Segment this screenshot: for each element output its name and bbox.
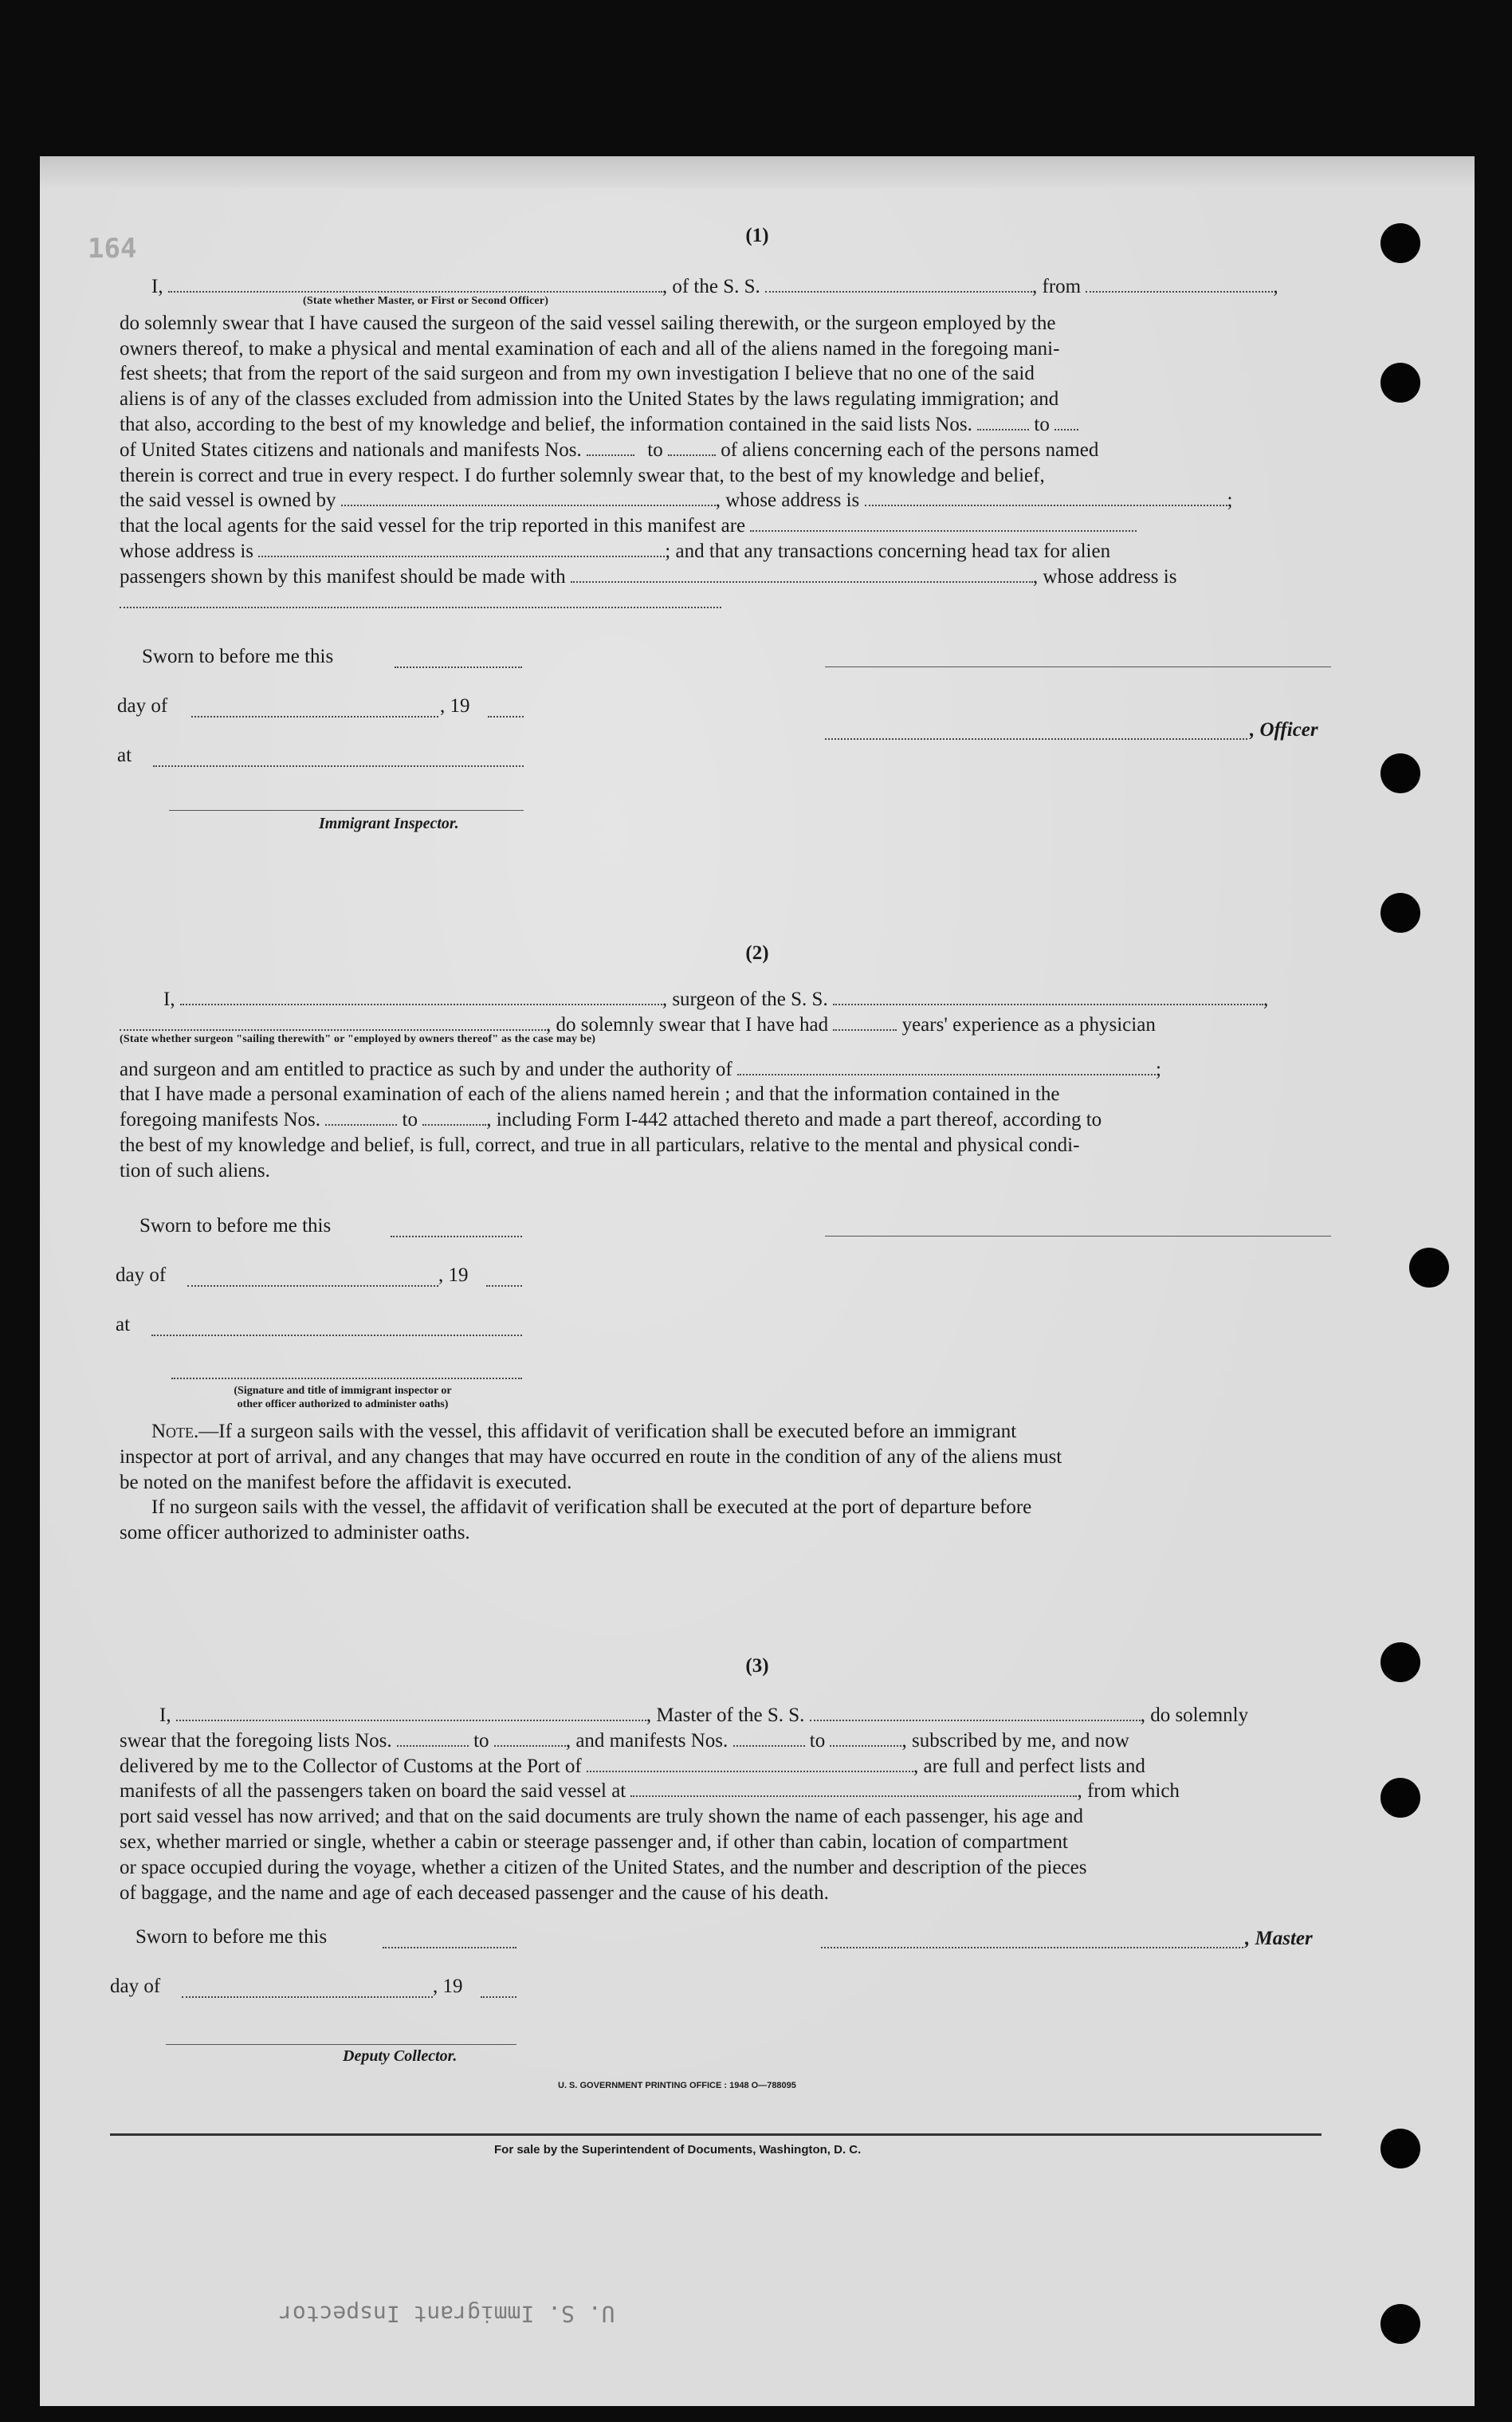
port-field[interactable] bbox=[587, 1756, 913, 1772]
text: foregoing manifests Nos. bbox=[120, 1109, 321, 1131]
owner-field[interactable] bbox=[341, 490, 716, 506]
section-1-text: aliens is of any of the classes excluded from admission into the United States by the laws regulating immigration; and bbox=[120, 388, 1059, 411]
section-3-line-3 bbox=[120, 1754, 1411, 1779]
section-3-day-of: day of bbox=[110, 1976, 161, 1997]
section-1-at: at bbox=[117, 745, 132, 766]
text: delivered by me to the Collector of Customs at the Port of bbox=[120, 1755, 582, 1777]
text: to bbox=[402, 1109, 418, 1131]
inspector-stamp: U. S. Immigrant Inspector bbox=[279, 2301, 615, 2327]
text: and surgeon and am entitled to practice as such by and under the authority of bbox=[120, 1058, 732, 1080]
note-line: be noted on the manifest before the affidavit is executed. bbox=[120, 1471, 572, 1493]
surgeon-note bbox=[120, 1419, 1411, 1546]
footer-rule bbox=[110, 2133, 1322, 2136]
agent-address-field[interactable] bbox=[258, 541, 665, 557]
section-3-year: , 19 bbox=[433, 1976, 463, 1997]
section-1-body bbox=[120, 274, 1411, 615]
binder-hole bbox=[1380, 893, 1420, 933]
text: —If a surgeon sails with the vessel, this affidavit of verification shall be executed before an immigrant bbox=[198, 1421, 1017, 1442]
binder-hole bbox=[1380, 223, 1420, 263]
section-2-text: tion of such aliens. bbox=[120, 1159, 270, 1182]
section-1-text: do solemnly swear that I have caused the surgeon of the said vessel sailing therewith, or the surgeon employed by the bbox=[120, 312, 1056, 334]
page-top-shadow bbox=[40, 156, 1475, 188]
rank-note: (State whether Master, or First or Second Officer) bbox=[303, 294, 549, 307]
binder-hole bbox=[1380, 1642, 1420, 1682]
text: of aliens concerning each of the persons named bbox=[721, 438, 1099, 461]
section-1-line-1: I, , of the S. S. , from , bbox=[151, 276, 1278, 297]
text: to bbox=[647, 438, 663, 461]
section-2-line-5 bbox=[120, 1107, 1411, 1133]
text: , including Form I-442 attached thereto and made a part thereof, according to bbox=[486, 1109, 1102, 1131]
text: the said vessel is owned by bbox=[120, 490, 336, 512]
section-1-officer-field[interactable] bbox=[825, 738, 1247, 740]
text: years' experience as a physician bbox=[901, 1013, 1156, 1036]
deputy-collector-label: Deputy Collector. bbox=[343, 2047, 458, 2065]
section-1-line-manifests bbox=[120, 438, 1411, 463]
note-line bbox=[120, 1495, 1411, 1520]
section-2-sworn-date-field[interactable] bbox=[391, 1236, 522, 1237]
text: I, bbox=[151, 276, 163, 297]
section-3-text: of baggage, and the name and age of each deceased passenger and the cause of his death. bbox=[120, 1881, 829, 1904]
section-1-signature-line[interactable] bbox=[825, 666, 1331, 667]
master-vessel-field[interactable] bbox=[810, 1705, 1141, 1721]
section-1-at-field[interactable] bbox=[153, 765, 524, 767]
text: that the local agents for the said vessel for the trip reported in this manifest are bbox=[120, 515, 746, 537]
section-1-line-agent-address bbox=[120, 539, 1411, 564]
lists-from-field[interactable] bbox=[977, 415, 1029, 431]
binder-hole bbox=[1380, 2304, 1420, 2344]
manifest-nos-from-field[interactable] bbox=[733, 1731, 805, 1747]
text: , do solemnly swear that I have had bbox=[546, 1013, 829, 1036]
section-3-sworn: Sworn to before me this bbox=[135, 1926, 328, 1948]
section-1-text: therein is correct and true in every respect. I do further solemnly swear that, to the best of my knowledge and belief, bbox=[120, 464, 1045, 486]
section-2-inspector-signature-field[interactable] bbox=[171, 1378, 522, 1379]
vessel-name-field[interactable] bbox=[765, 277, 1032, 293]
section-1-sworn: Sworn to before me this bbox=[142, 646, 334, 667]
text: manifests of all the passengers taken on board the said vessel at bbox=[120, 1780, 626, 1803]
section-2-text: the best of my knowledge and belief, is full, correct, and true in all particulars, relative to the mental and physical condi- bbox=[120, 1134, 1080, 1156]
section-2-line-1: I, , surgeon of the S. S. , bbox=[163, 989, 1269, 1010]
gpo-imprint: U. S. GOVERNMENT PRINTING OFFICE : 1948 O—788095 bbox=[558, 2081, 796, 2090]
binder-hole bbox=[1380, 2129, 1420, 2168]
section-1-year: , 19 bbox=[440, 695, 470, 717]
text: If no surgeon sails with the vessel, the affidavit of verification shall be executed at the port of departure before bbox=[151, 1496, 1032, 1519]
text: whose address is bbox=[120, 540, 254, 562]
section-2-day-of: day of bbox=[116, 1264, 167, 1286]
binder-hole bbox=[1380, 753, 1420, 793]
section-3-year-field[interactable] bbox=[481, 1996, 516, 1998]
note-line: some officer authorized to administer oaths. bbox=[120, 1522, 470, 1544]
text: , from bbox=[1032, 276, 1082, 297]
section-3-line-1 bbox=[120, 1703, 1411, 1728]
text: , from which bbox=[1077, 1780, 1180, 1803]
lists-to-field[interactable] bbox=[1054, 415, 1078, 431]
text: to bbox=[809, 1729, 826, 1752]
section-2-at-field[interactable] bbox=[151, 1335, 522, 1336]
form-page bbox=[40, 156, 1475, 2406]
manifest-nos-to-field[interactable] bbox=[830, 1731, 901, 1747]
years-experience-field[interactable] bbox=[833, 1015, 897, 1031]
manifests-to-field[interactable] bbox=[668, 440, 716, 456]
section-1-text: owners thereof, to make a physical and mental examination of each and all of the aliens named in the foregoing mani- bbox=[120, 337, 1060, 360]
authority-field[interactable] bbox=[737, 1060, 1156, 1075]
binder-hole bbox=[1409, 1248, 1449, 1288]
note-line: inspector at port of arrival, and any changes that may have occurred en route in the condition of any of the aliens must bbox=[120, 1445, 1062, 1468]
note-line bbox=[120, 1419, 1411, 1445]
section-3-text: port said vessel has now arrived; and that on the said documents are truly shown the name of each passenger, his age and bbox=[120, 1806, 1084, 1828]
section-1-line-head-tax bbox=[120, 564, 1411, 590]
text: , of the S. S. bbox=[662, 276, 760, 297]
master-signature-field[interactable] bbox=[821, 1947, 1243, 1948]
surgeon-manifests-from-field[interactable] bbox=[325, 1110, 397, 1126]
text: , and manifests Nos. bbox=[565, 1729, 729, 1752]
master-name-field[interactable] bbox=[176, 1705, 646, 1721]
text: ; and that any transactions concerning head tax for alien bbox=[665, 540, 1111, 562]
section-2-day-field[interactable] bbox=[187, 1285, 438, 1287]
text: I, bbox=[159, 1704, 171, 1726]
head-tax-address-field[interactable] bbox=[120, 592, 721, 608]
master-label: , Master bbox=[1245, 1928, 1313, 1949]
section-3-text: or space occupied during the voyage, whether a citizen of the United States, and the number and description of the pieces bbox=[120, 1856, 1087, 1878]
section-2-at: at bbox=[116, 1314, 131, 1335]
section-2-signature-line[interactable] bbox=[825, 1236, 1331, 1237]
surgeon-manifests-to-field[interactable] bbox=[422, 1110, 486, 1126]
deputy-collector-signature-line[interactable] bbox=[166, 2044, 516, 2045]
text: of United States citizens and nationals and manifests Nos. bbox=[120, 438, 582, 461]
section-3-line-4 bbox=[120, 1779, 1411, 1804]
surgeon-name-field[interactable] bbox=[180, 989, 662, 1005]
lists-nos-from-field[interactable] bbox=[397, 1731, 469, 1747]
text: swear that the foregoing lists Nos. bbox=[120, 1729, 392, 1752]
section-2-year: , 19 bbox=[438, 1264, 469, 1286]
boarding-port-field[interactable] bbox=[630, 1781, 1077, 1797]
from-field[interactable] bbox=[1086, 277, 1273, 293]
section-1-line-last bbox=[120, 590, 1411, 615]
section-1-year-field[interactable] bbox=[488, 716, 524, 718]
section-1-officer-label: , Officer bbox=[1250, 719, 1318, 741]
text: , subscribed by me, and now bbox=[901, 1729, 1129, 1752]
section-1-day-of: day of bbox=[117, 695, 168, 717]
text: passengers shown by this manifest should be made with bbox=[120, 565, 566, 588]
head-tax-contact-field[interactable] bbox=[571, 567, 1033, 583]
text: , surgeon of the S. S. bbox=[662, 989, 828, 1010]
sale-notice: For sale by the Superintendent of Documents, Washington, D. C. bbox=[494, 2143, 862, 2157]
caption-line: other officer authorized to administer oaths) bbox=[237, 1398, 449, 1410]
text: to bbox=[1034, 413, 1050, 435]
section-2-text: that I have made a personal examination of each of the aliens named herein ; and that the information contained in the bbox=[120, 1083, 1060, 1106]
section-1-text: fest sheets; that from the report of the said surgeon and from my own investigation I believe that no one of the said bbox=[120, 363, 1035, 385]
text: , whose address is bbox=[715, 490, 860, 512]
binder-hole bbox=[1380, 1778, 1420, 1818]
surgeon-status-field[interactable] bbox=[120, 1015, 546, 1031]
text: that also, according to the best of my knowledge and belief, the information contained in the said lists Nos. bbox=[120, 413, 972, 435]
note-label: Note. bbox=[151, 1421, 199, 1442]
section-2-sworn: Sworn to before me this bbox=[139, 1215, 332, 1237]
surgeon-status-note: (State whether surgeon "sailing therewith" or "employed by owners thereof" as the case may be) bbox=[120, 1032, 596, 1045]
section-1-sworn-date-field[interactable] bbox=[395, 666, 522, 668]
section-3-sworn-date-field[interactable] bbox=[383, 1947, 516, 1948]
text: , do solemnly bbox=[1140, 1704, 1249, 1726]
section-2-line-3: and surgeon and am entitled to practice as such by and under the authority of ; bbox=[120, 1058, 1161, 1080]
section-1-line-owner bbox=[120, 488, 1411, 513]
manifests-from-field[interactable] bbox=[587, 440, 634, 456]
section-3-line-2 bbox=[120, 1728, 1411, 1754]
section-2-signature-caption bbox=[175, 1384, 510, 1411]
agents-field[interactable] bbox=[750, 516, 1137, 532]
text: , whose address is bbox=[1032, 565, 1177, 588]
rank-field[interactable] bbox=[168, 277, 662, 293]
section-3-day-field[interactable] bbox=[182, 1996, 433, 1998]
section-1-day-field[interactable] bbox=[191, 716, 438, 718]
lists-nos-to-field[interactable] bbox=[494, 1731, 566, 1747]
text: , are full and perfect lists and bbox=[913, 1755, 1145, 1777]
text: ; bbox=[1227, 490, 1233, 512]
surgeon-vessel-field[interactable] bbox=[833, 989, 1263, 1005]
owner-address-field[interactable] bbox=[865, 490, 1227, 506]
section-2-year-field[interactable] bbox=[486, 1285, 522, 1287]
section-3-text: sex, whether married or single, whether a cabin or steerage passenger and, if other than cabin, location of compartment bbox=[120, 1830, 1068, 1853]
section-3-number: (3) bbox=[745, 1655, 769, 1677]
bleed-through-mark: 164 bbox=[88, 233, 137, 265]
text: I, bbox=[163, 989, 175, 1010]
section-1-number: (1) bbox=[745, 225, 769, 246]
binder-hole bbox=[1380, 363, 1420, 403]
section-1-line-lists bbox=[120, 412, 1411, 438]
section-1-line-agents bbox=[120, 513, 1411, 539]
caption-line: (Signature and title of immigrant inspector or bbox=[234, 1385, 452, 1397]
text: , Master of the S. S. bbox=[646, 1704, 805, 1726]
section-3-body bbox=[120, 1703, 1411, 1905]
section-2-body bbox=[120, 987, 1411, 1184]
section-2-number: (2) bbox=[745, 942, 769, 964]
inspector-label: Immigrant Inspector. bbox=[319, 815, 459, 832]
inspector-signature-line[interactable] bbox=[169, 810, 524, 811]
text: to bbox=[473, 1729, 489, 1752]
